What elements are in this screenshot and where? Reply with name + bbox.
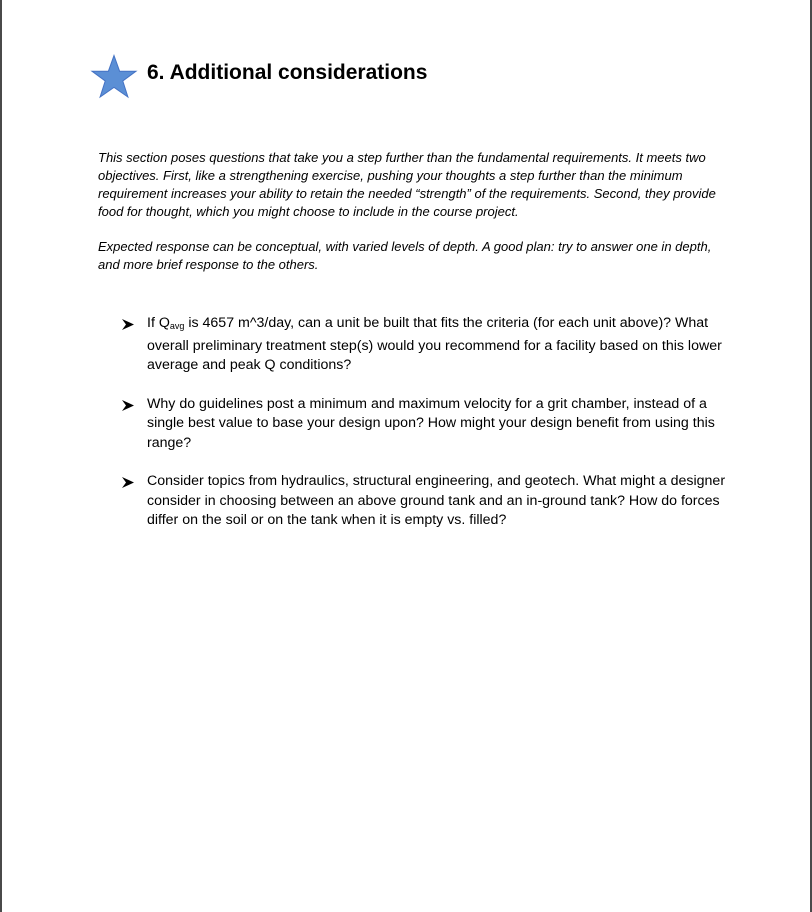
intro-paragraph-expected-response: Expected response can be conceptual, with varied levels of depth. A good plan: try to answer one in depth, and more brief response to the others. [98,239,712,272]
question-item [120,395,732,454]
section-title: 6. Additional considerations [147,61,428,84]
question-text: Why do guidelines post a minimum and maximum velocity for a grit chamber, instead of a single best value to base your design upon? How might your design benefit from using this range? [147,395,715,451]
arrow-bullet-icon [122,477,134,488]
arrow-bullet-icon [122,400,134,411]
intro-paragraph-objectives: This section poses questions that take you a step further than the fundamental requirements. It meets two objectives. First, like a strengthening exercise, pushing your thoughts a step further than the minimum requirement increases your ability to retain the needed “strength” of the requirements. Second, they provide food for thought, which you might choose to include in the course project. [98,150,716,219]
intro-block [98,149,728,291]
arrow-bullet-icon [122,319,134,330]
question-item [120,472,732,531]
star-icon [90,54,138,102]
question-text [147,315,722,373]
question-list [120,314,732,550]
flow-subscript: avg [169,321,185,331]
document-page [2,0,810,912]
section-heading [90,54,427,102]
flow-symbol: If Q [147,315,170,331]
question-item [120,314,732,376]
question-body: is 4657 m^3/day, can a unit be built that fits the criteria (for each unit above)? What overall preliminary treatment step(s) would you recommend for a facility based on this lower average and peak Q conditions? [147,315,722,373]
question-text: Consider topics from hydraulics, structural engineering, and geotech. What might a designer consider in choosing between an above ground tank and an in-ground tank? How do forces differ on the soil or on the tank when it is empty vs. filled? [147,473,726,528]
